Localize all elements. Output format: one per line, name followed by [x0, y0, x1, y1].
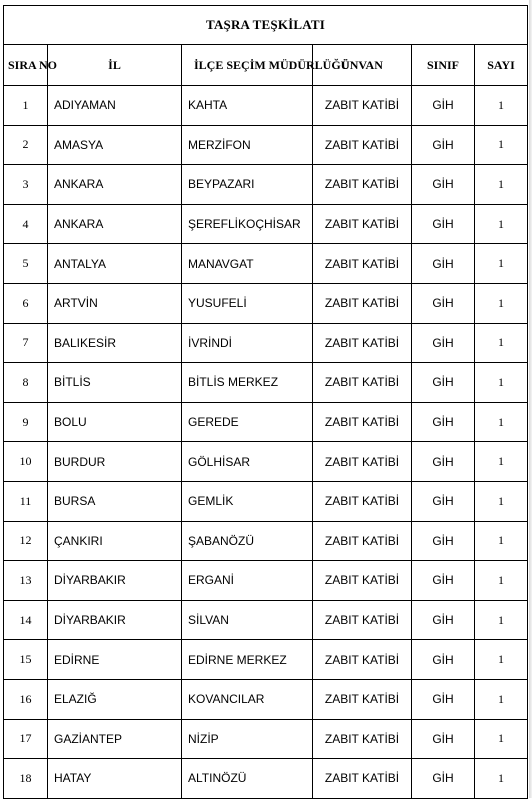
cell-sayi: 1	[475, 481, 528, 521]
cell-sinif: GİH	[412, 561, 475, 601]
cell-sinif: GİH	[412, 719, 475, 759]
cell-sinif: GİH	[412, 244, 475, 284]
cell-sira-no: 12	[4, 521, 48, 561]
cell-sayi: 1	[475, 125, 528, 165]
cell-ilce: BİTLİS MERKEZ	[182, 363, 313, 403]
table-row	[4, 679, 528, 719]
cell-il: BALIKESİR	[48, 323, 182, 363]
cell-sinif: GİH	[412, 679, 475, 719]
table-body	[4, 86, 528, 799]
cell-ilce: ALTINÖZÜ	[182, 759, 313, 799]
cell-sayi: 1	[475, 521, 528, 561]
cell-ilce: SİLVAN	[182, 600, 313, 640]
cell-il: BURSA	[48, 481, 182, 521]
cell-unvan: ZABIT KATİBİ	[313, 640, 412, 680]
cell-sayi: 1	[475, 363, 528, 403]
header-sinif: SINIF	[412, 45, 475, 86]
cell-ilce: ŞEREFLİKOÇHİSAR	[182, 204, 313, 244]
cell-il: ANTALYA	[48, 244, 182, 284]
cell-sira-no: 17	[4, 719, 48, 759]
cell-sira-no: 7	[4, 323, 48, 363]
table-row	[4, 442, 528, 482]
cell-sayi: 1	[475, 86, 528, 126]
cell-ilce: ŞABANÖZÜ	[182, 521, 313, 561]
cell-il: BOLU	[48, 402, 182, 442]
cell-ilce: MANAVGAT	[182, 244, 313, 284]
table-row	[4, 323, 528, 363]
cell-sinif: GİH	[412, 481, 475, 521]
cell-sayi: 1	[475, 204, 528, 244]
cell-unvan: ZABIT KATİBİ	[313, 204, 412, 244]
cell-il: ANKARA	[48, 204, 182, 244]
header-ilce: İLÇE SEÇİM MÜDÜRLÜĞÜ	[182, 45, 313, 86]
cell-sira-no: 8	[4, 363, 48, 403]
cell-sayi: 1	[475, 561, 528, 601]
cell-sayi: 1	[475, 283, 528, 323]
cell-sira-no: 16	[4, 679, 48, 719]
cell-unvan: ZABIT KATİBİ	[313, 86, 412, 126]
cell-unvan: ZABIT KATİBİ	[313, 442, 412, 482]
cell-sinif: GİH	[412, 283, 475, 323]
table-title: TAŞRA TEŞKİLATI	[4, 6, 528, 45]
cell-sira-no: 14	[4, 600, 48, 640]
cell-il: HATAY	[48, 759, 182, 799]
cell-sayi: 1	[475, 244, 528, 284]
cell-il: DİYARBAKIR	[48, 600, 182, 640]
table-row	[4, 640, 528, 680]
cell-sira-no: 13	[4, 561, 48, 601]
cell-ilce: KAHTA	[182, 86, 313, 126]
cell-unvan: ZABIT KATİBİ	[313, 679, 412, 719]
cell-sinif: GİH	[412, 165, 475, 205]
table-row	[4, 719, 528, 759]
table-row	[4, 402, 528, 442]
cell-sayi: 1	[475, 600, 528, 640]
cell-il: DİYARBAKIR	[48, 561, 182, 601]
table-row	[4, 521, 528, 561]
cell-sayi: 1	[475, 759, 528, 799]
cell-ilce: GEREDE	[182, 402, 313, 442]
header-il: İL	[48, 45, 182, 86]
cell-ilce: MERZİFON	[182, 125, 313, 165]
table-row	[4, 125, 528, 165]
cell-sira-no: 3	[4, 165, 48, 205]
cell-il: GAZİANTEP	[48, 719, 182, 759]
cell-ilce: İVRİNDİ	[182, 323, 313, 363]
cell-sinif: GİH	[412, 759, 475, 799]
cell-ilce: GEMLİK	[182, 481, 313, 521]
cell-sira-no: 5	[4, 244, 48, 284]
table-row	[4, 283, 528, 323]
cell-ilce: EDİRNE MERKEZ	[182, 640, 313, 680]
cell-sayi: 1	[475, 165, 528, 205]
cell-il: ANKARA	[48, 165, 182, 205]
cell-sira-no: 4	[4, 204, 48, 244]
cell-unvan: ZABIT KATİBİ	[313, 561, 412, 601]
cell-sira-no: 6	[4, 283, 48, 323]
table-row	[4, 204, 528, 244]
cell-ilce: KOVANCILAR	[182, 679, 313, 719]
cell-sayi: 1	[475, 442, 528, 482]
staff-table	[3, 5, 528, 799]
cell-sayi: 1	[475, 719, 528, 759]
cell-unvan: ZABIT KATİBİ	[313, 600, 412, 640]
cell-sira-no: 11	[4, 481, 48, 521]
cell-sinif: GİH	[412, 640, 475, 680]
header-sayi: SAYI	[475, 45, 528, 86]
table-row	[4, 244, 528, 284]
cell-sinif: GİH	[412, 204, 475, 244]
cell-unvan: ZABIT KATİBİ	[313, 402, 412, 442]
cell-ilce: YUSUFELİ	[182, 283, 313, 323]
cell-sinif: GİH	[412, 600, 475, 640]
cell-sira-no: 2	[4, 125, 48, 165]
cell-unvan: ZABIT KATİBİ	[313, 323, 412, 363]
cell-sira-no: 9	[4, 402, 48, 442]
header-sira-no: SIRA NO	[4, 45, 48, 86]
cell-unvan: ZABIT KATİBİ	[313, 719, 412, 759]
cell-unvan: ZABIT KATİBİ	[313, 521, 412, 561]
cell-sinif: GİH	[412, 442, 475, 482]
cell-sayi: 1	[475, 323, 528, 363]
cell-sinif: GİH	[412, 86, 475, 126]
cell-il: ELAZIĞ	[48, 679, 182, 719]
cell-unvan: ZABIT KATİBİ	[313, 125, 412, 165]
cell-ilce: NİZİP	[182, 719, 313, 759]
cell-ilce: BEYPAZARI	[182, 165, 313, 205]
cell-ilce: ERGANİ	[182, 561, 313, 601]
cell-sira-no: 1	[4, 86, 48, 126]
table-row	[4, 363, 528, 403]
cell-unvan: ZABIT KATİBİ	[313, 759, 412, 799]
cell-sinif: GİH	[412, 363, 475, 403]
cell-il: ADIYAMAN	[48, 86, 182, 126]
cell-sayi: 1	[475, 402, 528, 442]
table-row	[4, 481, 528, 521]
table-row	[4, 165, 528, 205]
table-row	[4, 86, 528, 126]
cell-sinif: GİH	[412, 323, 475, 363]
cell-unvan: ZABIT KATİBİ	[313, 165, 412, 205]
cell-il: AMASYA	[48, 125, 182, 165]
cell-sira-no: 18	[4, 759, 48, 799]
header-unvan: ÜNVAN	[313, 45, 412, 86]
cell-il: ÇANKIRI	[48, 521, 182, 561]
table-row	[4, 600, 528, 640]
cell-il: EDİRNE	[48, 640, 182, 680]
cell-unvan: ZABIT KATİBİ	[313, 481, 412, 521]
cell-sira-no: 15	[4, 640, 48, 680]
cell-unvan: ZABIT KATİBİ	[313, 283, 412, 323]
cell-sinif: GİH	[412, 521, 475, 561]
cell-sira-no: 10	[4, 442, 48, 482]
cell-unvan: ZABIT KATİBİ	[313, 363, 412, 403]
cell-sayi: 1	[475, 679, 528, 719]
table-row	[4, 759, 528, 799]
cell-il: BURDUR	[48, 442, 182, 482]
cell-il: BİTLİS	[48, 363, 182, 403]
cell-sinif: GİH	[412, 125, 475, 165]
cell-il: ARTVİN	[48, 283, 182, 323]
cell-ilce: GÖLHİSAR	[182, 442, 313, 482]
cell-sayi: 1	[475, 640, 528, 680]
cell-sinif: GİH	[412, 402, 475, 442]
cell-unvan: ZABIT KATİBİ	[313, 244, 412, 284]
table-row	[4, 561, 528, 601]
